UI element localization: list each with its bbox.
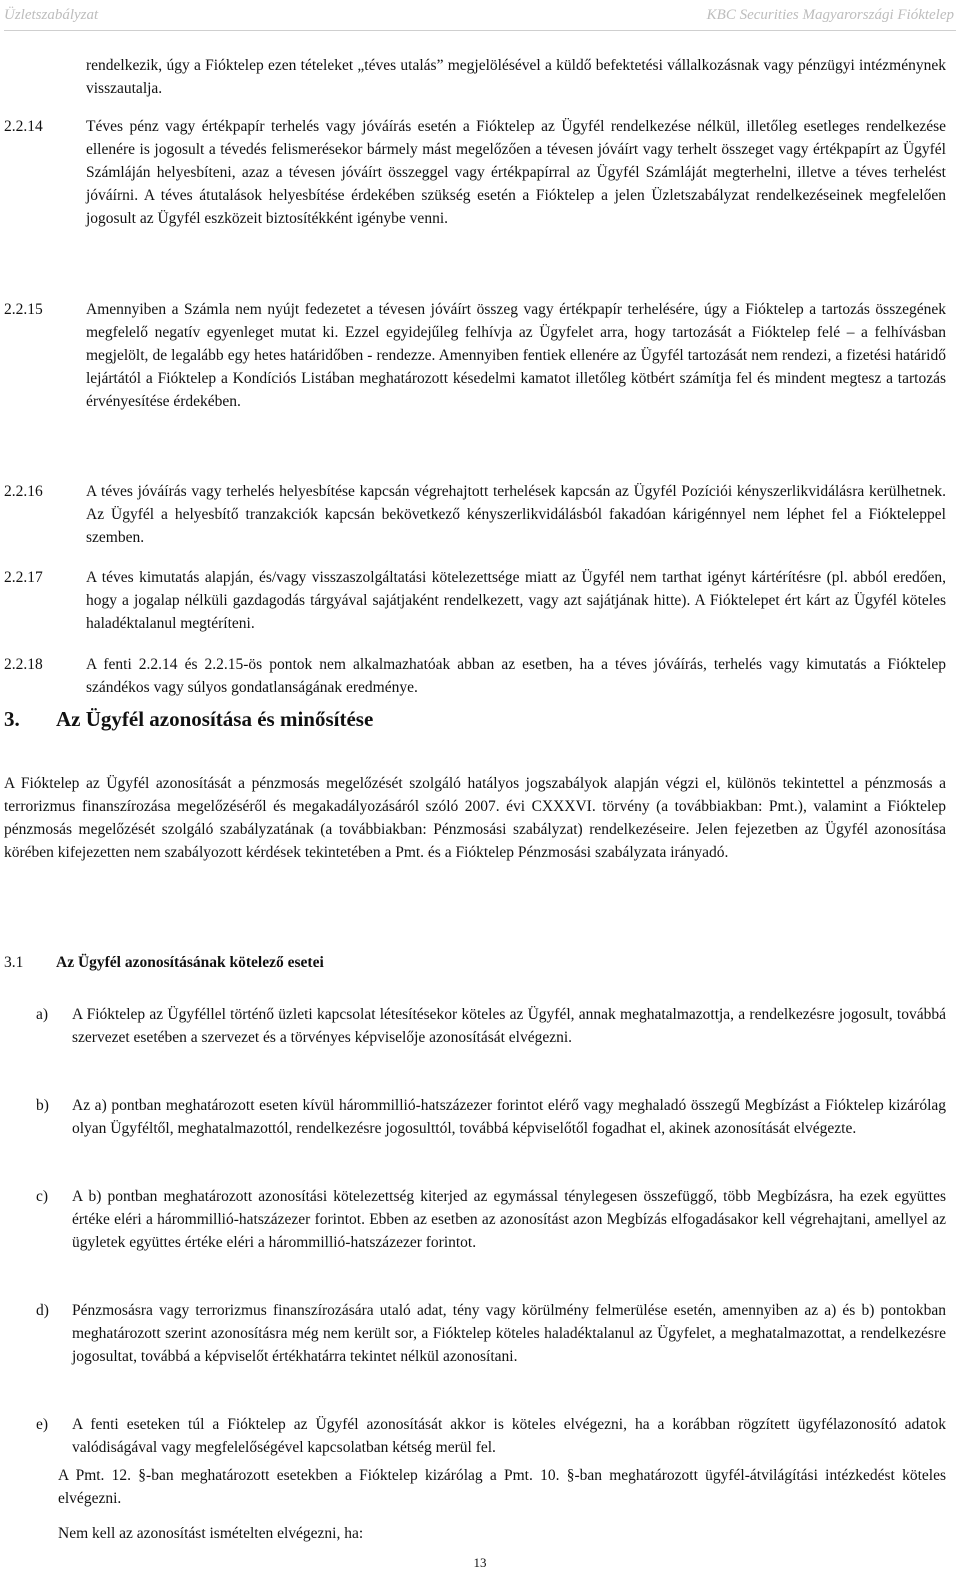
list-item-letter: d) <box>36 1302 49 1319</box>
section-heading <box>4 708 373 731</box>
closing-line: Nem kell az azonosítást ismételten elvégezni, ha: <box>58 1525 364 1542</box>
page-number: 13 <box>473 1555 487 1570</box>
subsection-heading <box>4 951 324 974</box>
list-item-letter: b) <box>36 1097 49 1114</box>
header-company-name: KBC Securities Magyarországi Fióktelep <box>706 7 954 23</box>
subsection-title: Az Ügyfél azonosításának kötelező esetei <box>56 954 324 971</box>
list-item-text: A fenti eseteken túl a Fióktelep az Ügyfél azonosítását akkor is köteles elvégezni, ha a korábban rögzített ügyfélazonosító adatok valódiságával vagy megfelelőségével kapcsolatban kétség merül fel. <box>72 1416 946 1456</box>
list-item-text: Az a) pontban meghatározott eseten kívül hárommillió-hatszázezer forintot elérő vagy meghaladó összegű Megbízást a Fióktelep kizárólag olyan Ügyféltől, meghatalmazottól, rendelkezésre jogosulttól, továbbá képviselőtől fogadhat el, akinek azonosítását elvégezte. <box>72 1097 946 1137</box>
pmt-note-paragraph: A Pmt. 12. §-ban meghatározott esetekben a Fióktelep kizárólag a Pmt. 10. §-ban meghatározott ügyfél-átvilágítási intézkedést köteles elvégezni. <box>58 1467 946 1507</box>
clause-number: 2.2.18 <box>4 656 43 673</box>
list-item-text: A Fióktelep az Ügyféllel történő üzleti kapcsolat létesítésekor köteles az Ügyfél, annak meghatalmazottja, a rendelkezésre jogosult, továbbá szervezet esetében a szervezet és a törvényes képviselője azonosítását elvégezni. <box>72 1006 946 1046</box>
clause-2-2-14-text: Téves pénz vagy értékpapír terhelés vagy jóváírás esetén a Fióktelep az Ügyfél rendelkezése nélkül, illetőleg esetleges rendelkezése ellenére is jogosult a tévedés felismerésekor bármely mást megelőzően a tévesen jóváírt vagy terhelt összeget vagy értékpapírt az Ügyfél Számláján helyesbíteni, azaz a tévesen jóváírt összeggel vagy értékpapírral az Ügyfél Számláját megterhelni, illetve a téves terhelést jóváírni. A téves átutalások helyesbítése érdekében szükség esetén a Fióktelep a jelen Üzletszabályzat rendelkezéseinek megfelelően jogosult az Ügyfél eszközeit biztosítékként igénybe venni. <box>86 118 946 227</box>
section-title: Az Ügyfél azonosítása és minősítése <box>56 707 374 731</box>
clause-text <box>86 653 946 699</box>
clause-number: 2.2.14 <box>4 118 43 135</box>
clause-number: 2.2.17 <box>4 569 43 586</box>
clause-text <box>86 566 946 635</box>
intro-continuation-paragraph: rendelkezik, úgy a Fióktelep ezen tételeket „téves utalás” megjelölésével a küldő befektetési vállalkozásnak vagy pénzügyi intézménynek visszautalja. <box>86 57 946 97</box>
subsection-number: 3.1 <box>4 954 24 971</box>
clause-2-2-17-text: A téves kimutatás alapján, és/vagy visszaszolgáltatási kötelezettsége miatt az Ügyfél nem tarthat igényt kártérítésre (pl. abból eredően, hogy a jogalap nélküli gazdagodás tárgyával sajátjaként rendelkezett, vagy azt sajátjának hitte). A Fióktelepet ért kárt az Ügyfél köteles haladéktalanul megtéríteni. <box>86 569 946 632</box>
page-header <box>0 0 960 34</box>
clause-text <box>86 480 946 549</box>
list-item-text: Pénzmosásra vagy terrorizmus finanszírozására utaló adat, tény vagy körülmény felmerülése esetén, amennyiben az a) és b) pontokban meghatározott szerint azonosításra még nem került sor, a Fióktelep köteles haladéktalanul az Ügyfelet, a meghatalmazottat, a rendelkezésre jogosultat, továbbá a képviselőt értékhatárra tekintet nélkül azonosítani. <box>72 1302 946 1365</box>
list-item-letter: e) <box>36 1416 49 1433</box>
clause-text <box>86 115 946 230</box>
list-item-letter: a) <box>36 1006 49 1023</box>
clause-2-2-16-text: A téves jóváírás vagy terhelés helyesbítése kapcsán végrehajtott terhelések kapcsán az Ügyfél Pozíciói kényszerlikvidálásra kerülhetnek. Az Ügyfél a helyesbítő tranzakciók kapcsán bekövetkező kényszerlikvidálásból fakadóan kárigénnyel nem léphet fel a Fiókteleppel szemben. <box>86 483 946 546</box>
section-number: 3. <box>4 707 20 731</box>
section-intro-paragraph: A Fióktelep az Ügyfél azonosítását a pénzmosás megelőzését szolgáló hatályos jogszabályok alapján végzi el, különös tekintettel a pénzmosás a terrorizmus finanszírozása megelőzéséről és megakadályozásáról szóló 2007. évi CXXXVI. törvény (a továbbiakban: Pmt.), valamint a Fióktelep pénzmosás megelőzését szolgáló szabályzatának (a továbbiakban: Pénzmosási szabályzat) rendelkezéseire. Jelen fejezetben az Ügyfél azonosítása körében kifejezetten nem szabályozott kérdések tekintetében a Pmt. és a Fióktelep Pénzmosási szabályzata irányadó. <box>4 775 946 861</box>
clause-2-2-15-text: Amennyiben a Számla nem nyújt fedezetet a tévesen jóváírt összeg vagy értékpapír terhelésére, úgy a Fióktelep a tartozás összegének megfelelő negatív egyenleget mutat ki. Ezzel egyidejűleg felhívja az Ügyfelet arra, hogy tartozását a Fióktelep felé – a felhívásban megjelölt, de legalább egy hetes határidőben - rendezze. Amennyiben fentiek ellenére az Ügyfél tartozását nem rendezi, a fizetési határidő lejártától a Fióktelep a Kondíciós Listában meghatározott késedelmi kamatot illetőleg kötbért számítja fel és mindent megtesz a tartozás érvényesítése érdekében. <box>86 301 946 410</box>
clause-number: 2.2.15 <box>4 301 43 318</box>
header-divider <box>4 30 956 31</box>
list-item-text: A b) pontban meghatározott azonosítási kötelezettség kiterjed az egymással ténylegesen összefüggő, több Megbízásra, ha ezek együttes értéke eléri a hárommillió-hatszázezer forintot. Ebben az esetben az azonosítást azon Megbízás elfogadásakor kell végrehajtani, amellyel az ügyletek együttes értéke eléri a hárommillió-hatszázezer forintot. <box>72 1188 946 1251</box>
header-document-title: Üzletszabályzat <box>4 7 99 23</box>
clause-2-2-18-text: A fenti 2.2.14 és 2.2.15-ös pontok nem alkalmazhatóak abban az esetben, ha a téves jóváírás, terhelés vagy kimutatás a Fióktelep szándékos vagy súlyos gondatlanságának eredménye. <box>86 656 946 696</box>
list-item-letter: c) <box>36 1188 49 1205</box>
clause-number: 2.2.16 <box>4 483 43 500</box>
clause-text <box>86 298 946 413</box>
